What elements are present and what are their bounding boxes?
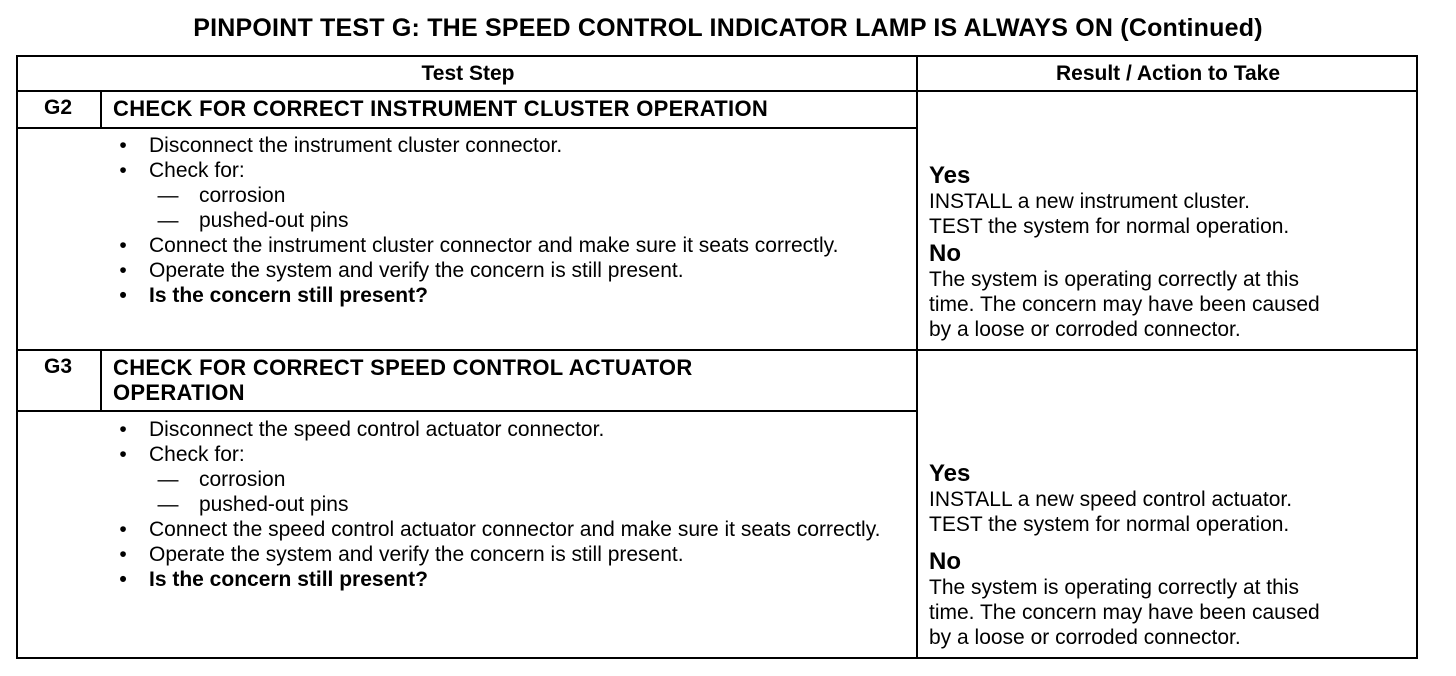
list-item: — corrosion: [113, 183, 903, 208]
step-heading: CHECK FOR CORRECT SPEED CONTROL ACTUATOR OPERATION: [113, 355, 693, 405]
list-item: • Connect the speed control actuator connector and make sure it seats correctly.: [113, 517, 903, 542]
bullet-icon: •: [119, 518, 127, 541]
step-divider: [18, 349, 1416, 351]
result-line: time. The concern may have been caused: [929, 293, 1320, 316]
no-label: No: [929, 548, 961, 575]
list-item: • Connect the instrument cluster connector and make sure it seats correctly.: [113, 233, 903, 258]
g3-id-divider: [100, 351, 102, 410]
dash-icon: —: [157, 184, 179, 207]
list-item: • Check for:: [113, 442, 903, 467]
bullet-icon: •: [119, 259, 127, 282]
bullet-icon: •: [119, 159, 127, 182]
result-line: by a loose or corroded connector.: [929, 318, 1241, 341]
bullet-icon: •: [119, 543, 127, 566]
list-item: — pushed-out pins: [113, 208, 903, 233]
list-item: • Is the concern still present?: [113, 283, 903, 308]
bullet-icon: •: [119, 418, 127, 441]
bullet-icon: •: [119, 234, 127, 257]
list-item: • Disconnect the instrument cluster connector.: [113, 133, 903, 158]
list-item: • Operate the system and verify the concern is still present.: [113, 258, 903, 283]
step-result: [929, 163, 1409, 342]
header-result: Result / Action to Take: [1055, 62, 1281, 85]
list-item: • Check for:: [113, 158, 903, 183]
g2-id-divider: [100, 92, 102, 127]
step-instructions: [113, 417, 903, 592]
dash-icon: —: [157, 209, 179, 232]
column-divider: [916, 57, 918, 657]
result-line: TEST the system for normal operation.: [929, 513, 1290, 536]
header-divider: [18, 90, 1416, 92]
page-title: PINPOINT TEST G: THE SPEED CONTROL INDICATOR LAMP IS ALWAYS ON (Continued): [193, 14, 1263, 42]
bullet-icon: •: [119, 284, 127, 307]
dash-icon: —: [157, 468, 179, 491]
list-item: • Operate the system and verify the concern is still present.: [113, 542, 903, 567]
step-id: G2: [43, 96, 72, 119]
g2-heading-divider: [18, 127, 916, 129]
bullet-icon: •: [119, 134, 127, 157]
bullet-icon: •: [119, 443, 127, 466]
yes-label: Yes: [929, 460, 971, 487]
pinpoint-test-table: [16, 55, 1418, 659]
result-line: The system is operating correctly at this: [929, 268, 1299, 291]
yes-label: Yes: [929, 162, 971, 189]
result-line: TEST the system for normal operation.: [929, 215, 1290, 238]
result-line: by a loose or corroded connector.: [929, 626, 1241, 649]
header-test-step: Test Step: [421, 62, 515, 85]
result-line: time. The concern may have been caused: [929, 601, 1320, 624]
g3-heading-divider: [18, 410, 916, 412]
list-item: • Is the concern still present?: [113, 567, 903, 592]
no-label: No: [929, 240, 961, 267]
result-line: INSTALL a new speed control actuator.: [929, 488, 1293, 511]
bullet-icon: •: [119, 568, 127, 591]
dash-icon: —: [157, 493, 179, 516]
step-instructions: [113, 133, 903, 308]
step-heading: CHECK FOR CORRECT INSTRUMENT CLUSTER OPERATION: [113, 96, 769, 121]
step-result: [929, 461, 1409, 650]
step-id: G3: [43, 355, 72, 378]
list-item: • Disconnect the speed control actuator connector.: [113, 417, 903, 442]
list-item: — corrosion: [113, 467, 903, 492]
result-line: The system is operating correctly at this: [929, 576, 1299, 599]
list-item: — pushed-out pins: [113, 492, 903, 517]
result-line: INSTALL a new instrument cluster.: [929, 190, 1250, 213]
